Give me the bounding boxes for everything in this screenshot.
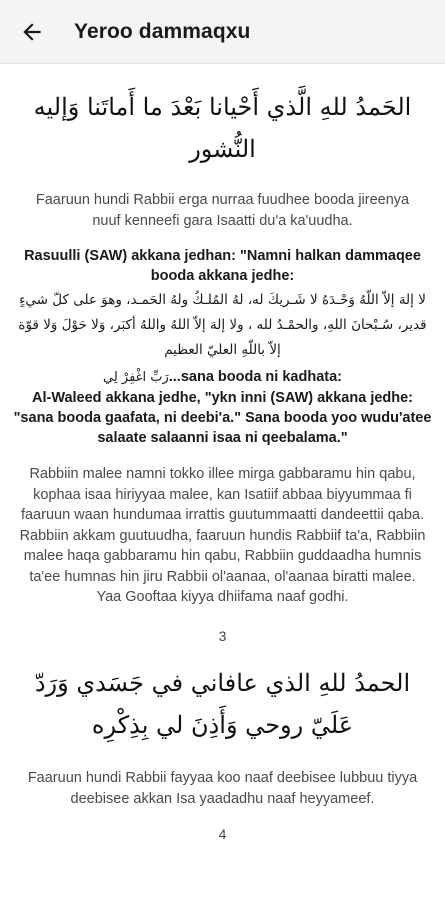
rabbigh-suffix: ...sana booda ni kadhata:: [168, 369, 342, 385]
page-number: 4: [218, 825, 227, 842]
arabic-title-1: الحَمدُ للهِ الَّذي أَحْيانا بَعْدَ ما أَماتَنا وَإليه النُّشور: [33, 93, 412, 163]
app-bar: [0, 0, 445, 64]
rabbigh-arabic: رَبِّ اغْفِرْ لِي: [103, 370, 169, 385]
intro-text-1: Faaruun hundi Rabbii erga nurraa fuudhee booda jireenya nuuf kenneefi gara Isaatti du'a ka'uudha.: [35, 192, 410, 229]
description-text: Rabbiin malee namni tokko illee mirga gabbaramu hin qabu, kophaa isaa hiriyyaa malee, kan Isatiif abbaa biyyummaa fi faaruun waan hundumaa irrattis guutummaatti dandeettii qaba. Rabbiin akkam guutuudha, faaruun hundis Rabbiif ta'a, Rabbiin malee haqa gabbaramu hin qabu, Rabbiin guddaadha humnis ta'ee humnas hin jiru Rabbii ol'aanaa, ol'aanaa biratti malee. Yaa Gooftaa kiyya dhiifama naaf godhi.: [19, 466, 426, 605]
rasuul-intro: Rasuulli (SAW) akkana jedhan: "Namni halkan dammaqee booda akkana jedhe:: [24, 248, 421, 284]
back-button[interactable]: [14, 14, 50, 50]
waleed-text: Al-Waleed akkana jedhe, "ykn inni (SAW) akkana jedhe: "sana booda gaafata, ni deebi'a." Sana booda yoo wudu'atee salaate salaanni isaa ni qeebalama.": [13, 390, 432, 446]
intro-text-2: Faaruun hundi Rabbii fayyaa koo naaf deebisee lubbuu tiyya deebisee akkan Isa yaadadhu naaf heyyameef.: [27, 769, 418, 807]
page-number: 3: [218, 627, 227, 644]
arabic-title-2: الحمدُ للهِ الذي عافاني في جَسَدي وَرَدّ عَلَيّ روحي وَأَذِنَ لي بِذِكْرِه: [34, 668, 411, 739]
arabic-dhikr-text: لا إلهَ إلاّ اللّهُ وَحْـدَهُ لا شَـريكَ له، لهُ المُلـكُ ولهُ الحَمـد، وهوَ على كلّ شيءٍ قدير، سُـبْحانَ اللهِ، والحمْـدُ لله ، ولا إلهَ إلاّ اللهُ واللهُ أكبَر، وَلا حَوْلَ وَلا قوّة إلاّ باللّهِ العليّ العظيم: [18, 292, 427, 358]
arrow-left-icon: [19, 19, 45, 45]
dhikr-content: [0, 64, 445, 842]
page-title: Yeroo dammaqxu: [74, 19, 251, 43]
rabbigh-line: [12, 367, 433, 388]
